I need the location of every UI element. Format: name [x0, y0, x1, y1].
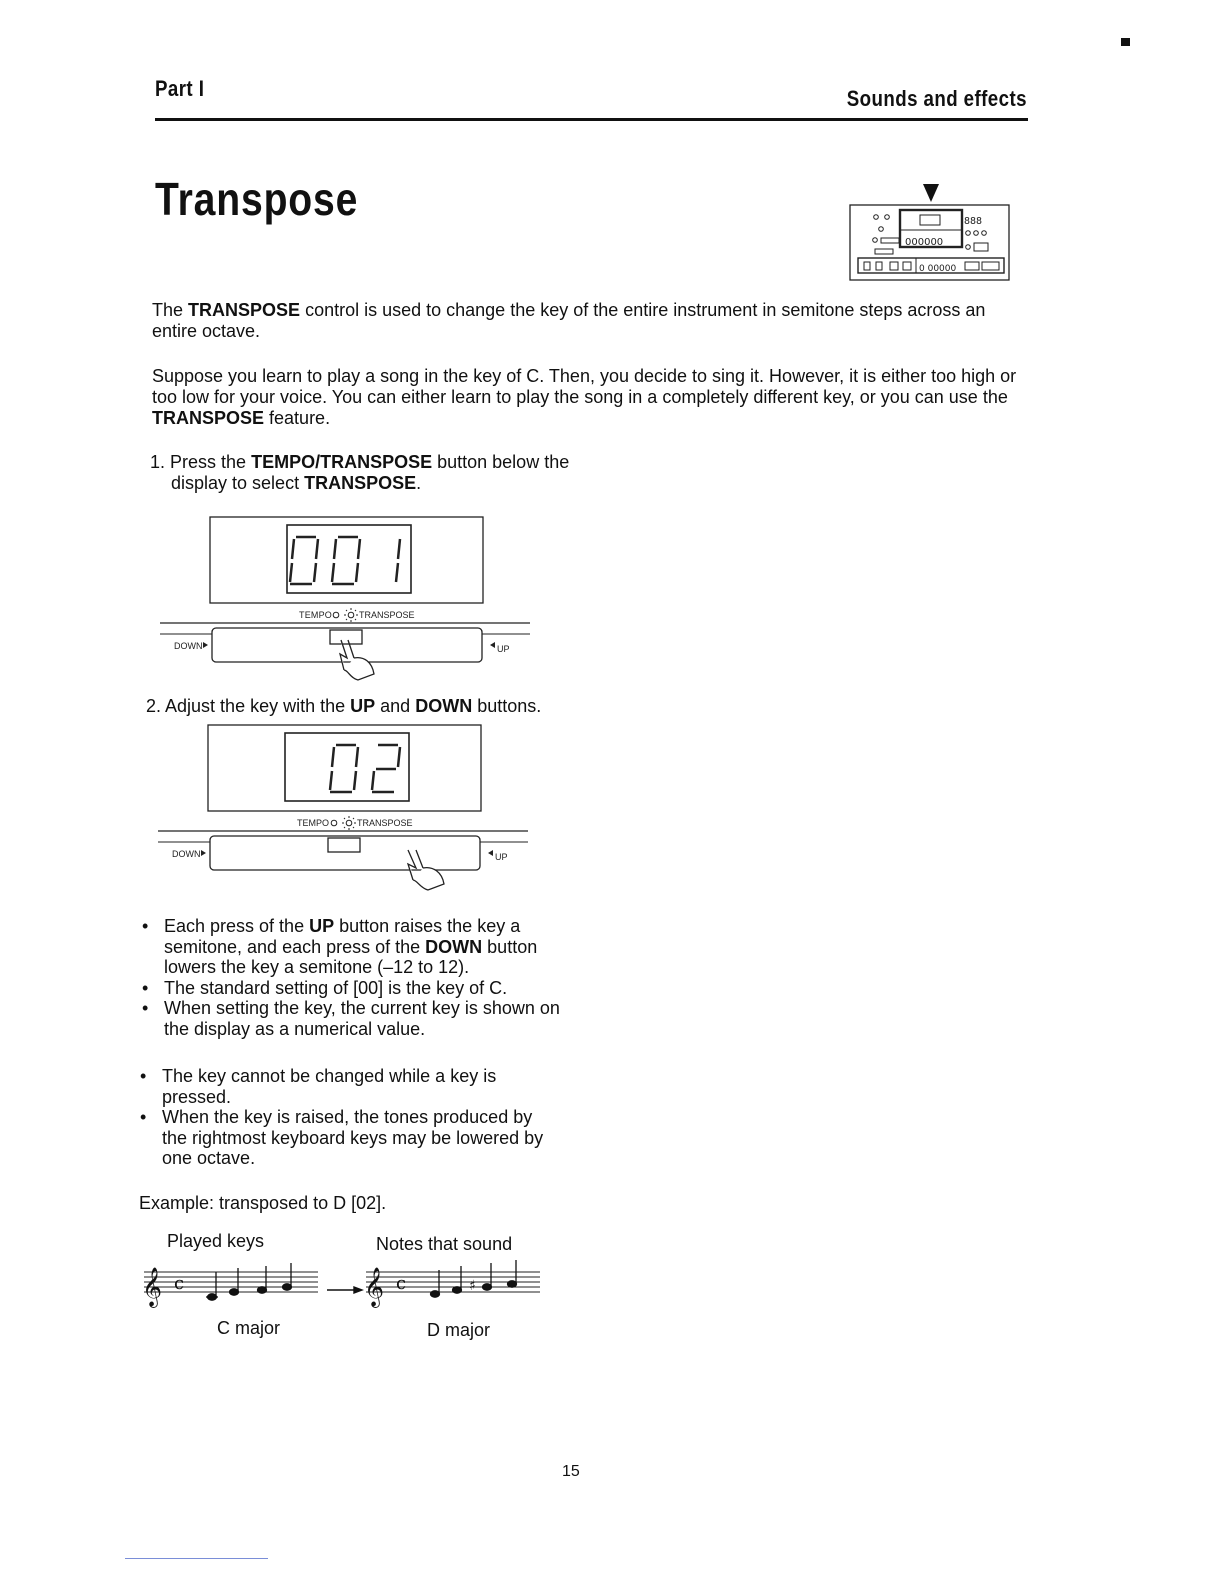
page-title: Transpose	[155, 173, 359, 225]
display-diagram-2	[158, 720, 538, 895]
step-2: 2. Adjust the key with the UP and DOWN buttons.	[146, 696, 542, 716]
common-time-icon: c	[396, 1273, 407, 1294]
step-1: 1. Press the TEMPO/TRANSPOSE button below the display to select TRANSPOSE.	[150, 452, 570, 493]
sounding-key-name: D major	[427, 1320, 491, 1340]
transpose-label: TRANSPOSE	[359, 610, 415, 620]
intro-paragraph-2: Suppose you learn to play a song in the key of C. Then, you decide to sing it. However, it is either too high or too low for your voice. You can either learn to play the song in a completely different key, or you can use the TRANSPOSE feature.	[152, 366, 1017, 428]
page-number: 15	[562, 1463, 580, 1480]
up-label: UP	[497, 644, 510, 654]
transpose-led-icon	[342, 816, 356, 830]
down-label: DOWN	[172, 849, 201, 859]
treble-clef-icon: 𝄞	[364, 1267, 385, 1307]
sharp-icon: ♯	[469, 1278, 476, 1294]
display-diagram-1	[160, 512, 540, 687]
tempo-label: TEMPO	[299, 610, 333, 620]
page-marker	[1121, 38, 1130, 46]
common-time-icon: c	[174, 1273, 185, 1294]
list-item: • The key cannot be changed while a key is pressed.	[138, 1066, 558, 1107]
led-readout-2	[330, 745, 400, 792]
list-item: • When the key is raised, the tones produced by the rightmost keyboard keys may be lowered by one octave.	[138, 1107, 558, 1169]
down-label: DOWN	[174, 641, 203, 651]
up-arrow-icon	[490, 642, 495, 648]
tempo-led-icon	[331, 820, 337, 826]
down-arrow-icon	[203, 642, 208, 648]
list-item: • The standard setting of [00] is the key of C.	[140, 978, 560, 999]
music-staff-example	[138, 1258, 558, 1320]
transpose-led-icon	[344, 608, 358, 622]
scan-edge-line	[125, 1558, 268, 1559]
played-keys-label: Played keys	[167, 1231, 265, 1251]
header-part: Part I	[155, 76, 205, 101]
treble-clef-icon: 𝄞	[142, 1267, 163, 1307]
panel-locator-diagram	[848, 182, 1012, 282]
svg-text:0 00000: 0 00000	[919, 264, 957, 274]
tempo-label: TEMPO	[297, 818, 330, 828]
svg-text:000000: 000000	[905, 237, 944, 248]
notes-list-b	[138, 1066, 558, 1169]
example-caption: Example: transposed to D [02].	[139, 1193, 387, 1213]
tempo-led-icon	[333, 612, 339, 618]
locator-arrow-icon	[923, 184, 939, 202]
notes-sound-label: Notes that sound	[376, 1234, 513, 1254]
intro-paragraph-1: The TRANSPOSE control is used to change the key of the entire instrument in semitone steps across an entire octave.	[152, 300, 986, 341]
header-rule	[155, 118, 1028, 121]
up-label: UP	[495, 852, 508, 862]
svg-text:888: 888	[964, 216, 983, 227]
transpose-label: TRANSPOSE	[357, 818, 413, 828]
down-arrow-icon	[201, 850, 206, 856]
notes-list-a	[140, 916, 560, 1039]
played-key-name: C major	[217, 1318, 281, 1338]
list-item: • Each press of the UP button raises the key a semitone, and each press of the DOWN button lowers the key a semitone (–12 to 12).	[140, 916, 560, 978]
header-section: Sounds and effects	[846, 86, 1027, 111]
up-arrow-icon	[488, 850, 493, 856]
list-item: • When setting the key, the current key is shown on the display as a numerical value.	[140, 998, 560, 1039]
arrow-icon	[327, 1287, 362, 1293]
led-readout-1	[290, 537, 400, 584]
